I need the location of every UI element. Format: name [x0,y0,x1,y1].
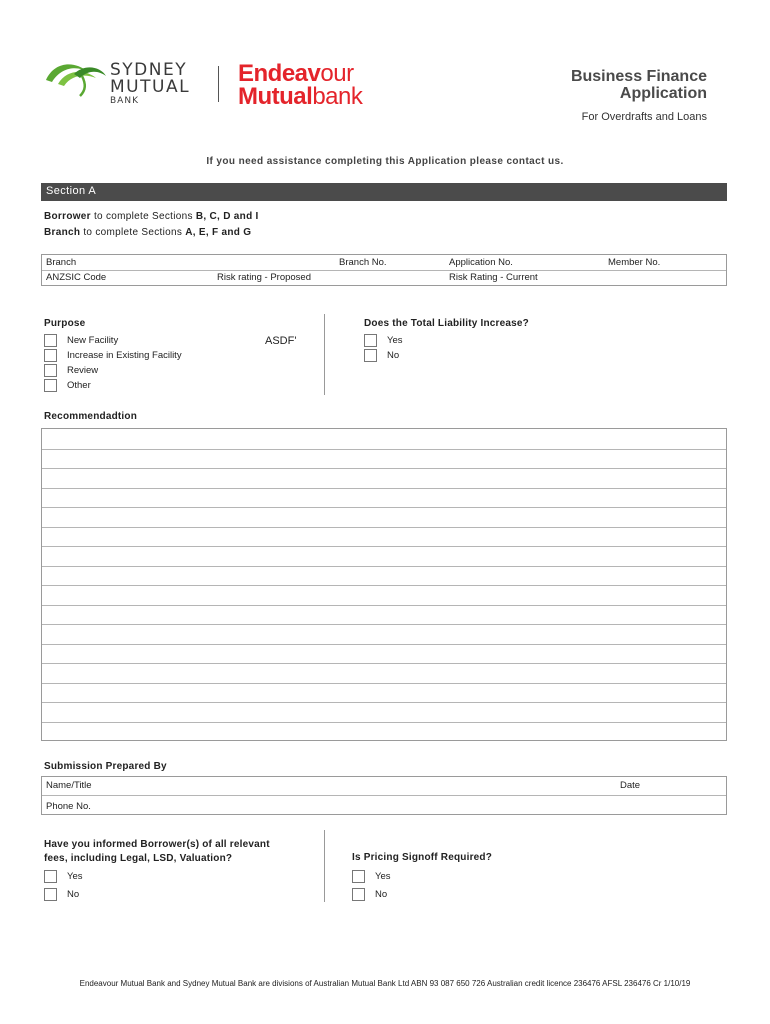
fees-heading [44,838,270,866]
member-no-field[interactable]: Member No. [608,257,661,268]
fees-heading-line-2: fees, including Legal, LSD, Valuation? [44,853,233,864]
borrower-label: Borrower [44,211,91,222]
recommendation-textarea[interactable] [41,428,727,741]
checkbox[interactable] [44,379,57,392]
document-subtitle: For Overdrafts and Loans [581,111,707,123]
fees-option-label: Yes [67,870,83,882]
pricing-options [352,867,391,903]
borrower-sections: B, C, D and I [195,211,259,222]
purpose-option-label: Increase in Existing Facility [67,350,182,361]
footer-disclaimer: Endeavour Mutual Bank and Sydney Mutual Bank are divisions of Australian Mutual Bank Ltd ABN 93 087 650 726 Australian credit licence 236476 AFSL 236476 Cr 1/10/19 [79,979,691,988]
ruled-line [42,644,726,645]
purpose-column-divider [324,314,325,395]
ruled-line [42,605,726,606]
ruled-line [42,722,726,723]
logo-our: our [320,60,354,87]
ruled-line [42,624,726,625]
pricing-option-label: Yes [375,870,391,882]
leaf-swoosh-icon [44,58,110,98]
purpose-option[interactable] [44,363,182,378]
application-no-field[interactable]: Application No. [449,257,513,268]
branch-instruction [44,227,251,238]
phone-no-field[interactable]: Phone No. [46,801,91,812]
logo-endeav: Endeav [238,60,321,87]
date-field[interactable]: Date [620,780,641,791]
ruled-line [42,702,726,703]
purpose-option-label: New Facility [67,335,119,346]
risk-rating-current-field[interactable]: Risk Rating - Current [449,272,538,283]
logo-line-mutual: MUTUAL [110,77,191,97]
ruled-line [42,507,726,508]
logo-line-sydney: SYDNEY [110,60,188,80]
table-row-divider [42,270,726,271]
sydney-mutual-wordmark [110,62,190,106]
borrower-instruction [44,211,259,222]
branch-info-table [41,254,727,286]
fees-column-divider [324,830,325,902]
purpose-option[interactable] [44,333,182,348]
pricing-option-yes[interactable] [352,867,391,885]
fees-option-label: No [67,888,80,900]
fees-option-no[interactable] [44,885,83,903]
risk-rating-proposed-field[interactable]: Risk rating - Proposed [217,272,311,283]
logo-bank: bank [312,83,363,110]
checkbox[interactable] [44,364,57,377]
borrower-instruction-text: to complete Sections [90,211,196,222]
submission-table [41,776,727,815]
purpose-entered-value[interactable]: ASDF' [265,335,297,347]
ruled-line [42,566,726,567]
liability-option-label: No [387,350,400,361]
ruled-line [42,527,726,528]
title-line-2: Application [619,85,707,102]
submission-heading: Submission Prepared By [44,761,167,772]
liability-option-label: Yes [387,335,403,346]
pricing-option-no[interactable] [352,885,391,903]
pricing-option-label: No [375,888,388,900]
pricing-heading: Is Pricing Signoff Required? [352,852,493,863]
checkbox[interactable] [364,349,377,362]
fees-options [44,867,83,903]
anzsic-code-field[interactable]: ANZSIC Code [46,272,107,283]
ruled-line [42,683,726,684]
recommendation-heading: Recommendadtion [44,411,138,422]
checkbox[interactable] [364,334,377,347]
endeavour-mutual-logo [238,62,362,109]
assistance-note: If you need assistance completing this Application please contact us. [206,156,564,167]
ruled-line [42,585,726,586]
ruled-line [42,449,726,450]
purpose-heading: Purpose [44,318,86,329]
ruled-line [42,663,726,664]
ruled-line [42,468,726,469]
branch-instruction-text: to complete Sections [80,227,186,238]
branch-no-field[interactable]: Branch No. [339,257,387,268]
title-line-1: Business Finance [570,68,707,85]
checkbox[interactable] [44,888,57,901]
checkbox[interactable] [44,349,57,362]
liability-heading: Does the Total Liability Increase? [364,318,529,329]
liability-options [364,333,403,363]
ruled-line [42,488,726,489]
table-row-divider [42,795,726,796]
branch-field[interactable]: Branch [46,257,77,268]
section-a-header: Section A [41,183,727,201]
checkbox[interactable] [352,870,365,883]
checkbox[interactable] [44,334,57,347]
liability-option-yes[interactable] [364,333,403,348]
document-title [487,68,707,102]
logo-divider [218,66,219,102]
name-title-field[interactable]: Name/Title [46,780,92,791]
logo-mutual: Mutual [238,83,313,110]
checkbox[interactable] [352,888,365,901]
checkbox[interactable] [44,870,57,883]
purpose-options [44,333,182,393]
sydney-mutual-logo [44,58,224,108]
liability-option-no[interactable] [364,348,403,363]
purpose-option-label: Other [67,380,91,391]
branch-label: Branch [44,227,81,238]
fees-heading-line-1: Have you informed Borrower(s) of all relevant [44,839,270,850]
purpose-option-label: Review [67,365,99,376]
branch-sections: A, E, F and G [185,227,252,238]
ruled-line [42,546,726,547]
logo-line-bank: BANK [110,96,139,106]
purpose-option[interactable] [44,348,182,363]
purpose-option[interactable] [44,378,182,393]
fees-option-yes[interactable] [44,867,83,885]
